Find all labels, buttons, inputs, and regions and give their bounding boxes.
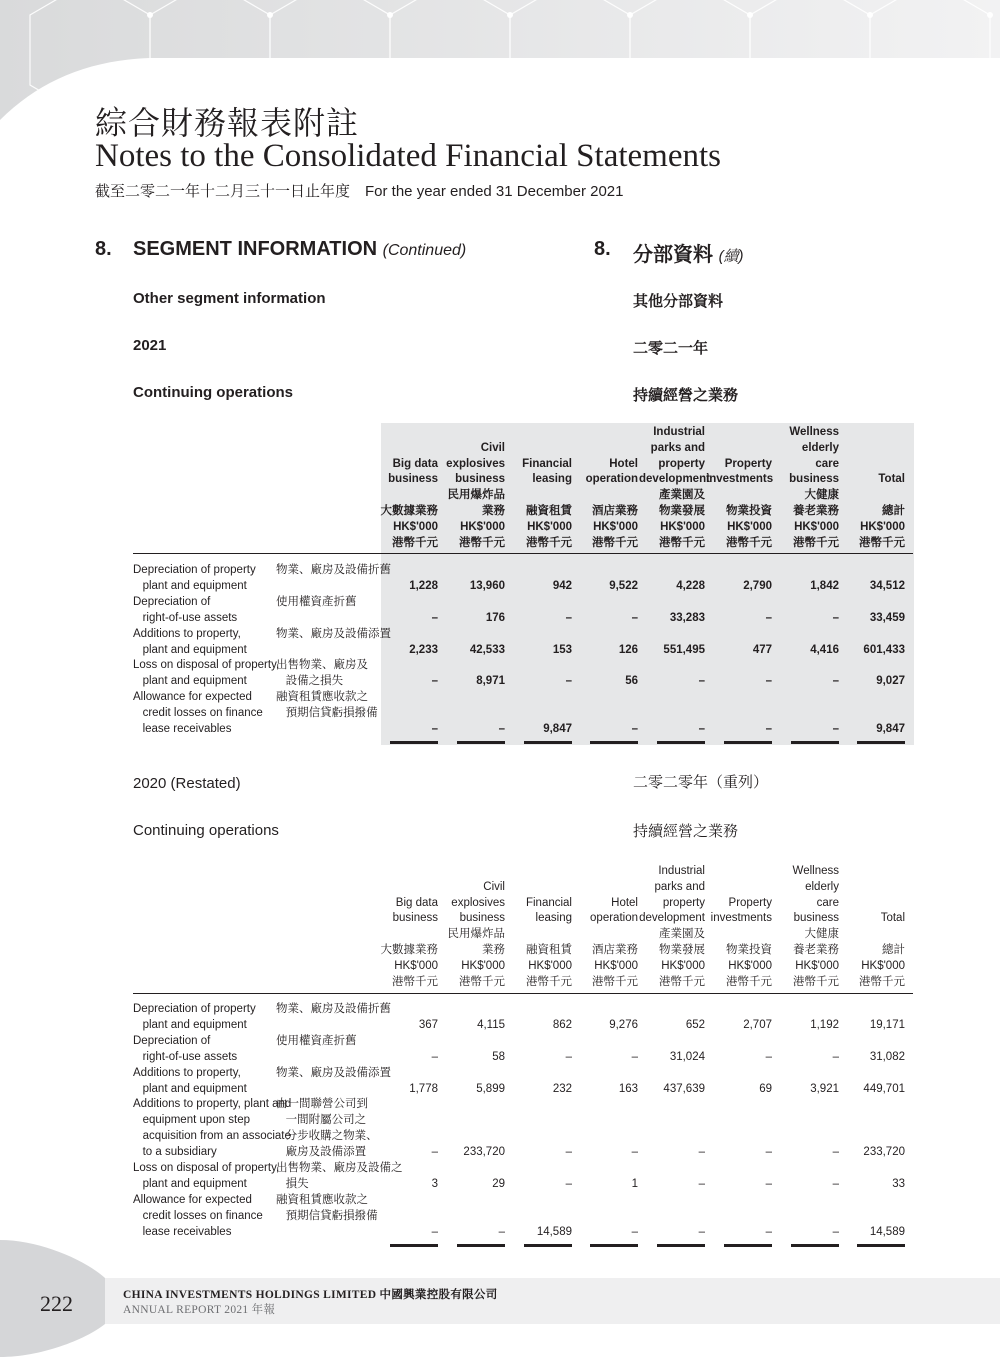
row-label-en: Additions to property, plant and equipment (133, 628, 247, 656)
column-header (839, 425, 905, 551)
column-header (639, 425, 710, 551)
table-cell: – (765, 1050, 772, 1063)
table-cell: 33,459 (869, 611, 905, 624)
column-header-en: Total (878, 473, 905, 486)
column-header-en: Civil (480, 441, 505, 454)
year-2021-en: 2021 (133, 337, 167, 354)
table-cell: 652 (685, 1018, 705, 1031)
column-header-en (572, 441, 638, 457)
table-cell: – (631, 611, 638, 624)
column-unit-en: HK$'000 (861, 959, 905, 972)
table-cell: – (698, 1225, 705, 1238)
table-cell: 551,495 (663, 643, 705, 656)
table-cell: – (565, 674, 572, 687)
column-header-zh: 業務 (482, 504, 505, 517)
table-cell: – (765, 674, 772, 687)
table-cell: 13,960 (469, 579, 505, 592)
column-header (773, 425, 839, 551)
ops-2020-zh: 持續經營之業務 (633, 823, 739, 840)
table-cell: 69 (759, 1082, 772, 1095)
row-label-zh: 出售物業、廠房及設備之 損失 (276, 1162, 403, 1190)
table-cell: 19,171 (869, 1018, 905, 1031)
column-header-en (439, 864, 505, 880)
double-underline (791, 741, 839, 744)
double-underline (457, 741, 505, 744)
column-header (572, 425, 638, 551)
table-cell: – (498, 722, 505, 735)
table-cell: 1,842 (810, 579, 839, 592)
column-header-en: Big data (395, 896, 438, 909)
subsection-title-en: Other segment information (133, 290, 326, 307)
column-header-en (372, 880, 438, 896)
year-2020-zh: 二零二零年（重列） (633, 774, 769, 791)
column-unit-zh: 港幣千元 (459, 536, 505, 549)
table-cell: 8,971 (476, 674, 505, 687)
column-header-en (506, 880, 572, 896)
table-cell: – (431, 1225, 438, 1238)
row-label-en: Loss on disposal of property, plant and equipment (133, 1162, 280, 1190)
table-cell: – (565, 1177, 572, 1190)
column-unit-en: HK$'000 (593, 520, 638, 533)
column-header-en: Total (880, 912, 905, 925)
table-cell: – (765, 1225, 772, 1238)
table-cell: 58 (492, 1050, 505, 1063)
table-cell: – (832, 611, 839, 624)
column-header-en: Hotel (609, 457, 638, 470)
column-header-en: parks and (654, 880, 705, 893)
page-title-en: Notes to the Consolidated Financial Statements (95, 138, 721, 174)
column-header-en (506, 864, 572, 880)
row-label-en: Allowance for expected credit losses on finance lease receivables (133, 691, 263, 735)
section-continued-zh: (續) (718, 248, 744, 265)
table-cell: – (631, 1145, 638, 1158)
table-cell: 233,720 (463, 1145, 505, 1158)
column-header-zh: 養老業務 (793, 943, 839, 956)
column-header-en: Hotel (611, 896, 638, 909)
double-underline (791, 1244, 839, 1247)
column-header-en: business (455, 473, 505, 486)
column-header-zh: 大健康 (804, 489, 839, 502)
column-header (506, 425, 572, 551)
column-header-zh (372, 927, 438, 943)
table-cell: 31,024 (669, 1050, 705, 1063)
header-rule (133, 553, 913, 554)
section-continued-en: (Continued) (382, 242, 467, 259)
column-header (773, 864, 839, 990)
ops-2020-en: Continuing operations (133, 822, 279, 839)
table-cell: – (832, 1177, 839, 1190)
column-unit-zh: 港幣千元 (793, 975, 839, 988)
column-header-en: explosives (446, 457, 505, 470)
column-header-en (839, 864, 905, 880)
section-title-en (133, 238, 466, 261)
column-unit-en: HK$'000 (393, 520, 438, 533)
column-header-zh: 融資租賃 (526, 943, 572, 956)
table-cell: 4,416 (810, 643, 839, 656)
column-header (439, 425, 505, 551)
header-rule (133, 993, 913, 994)
table-cell: – (431, 611, 438, 624)
table-cell: 29 (492, 1177, 505, 1190)
column-header-en: Financial (522, 457, 572, 470)
column-header-en: business (789, 473, 839, 486)
column-header-zh: 融資租賃 (526, 504, 572, 517)
table-cell: 1,778 (409, 1082, 438, 1095)
column-header-en: development (639, 912, 705, 925)
column-header-zh: 民用爆炸品 (447, 928, 505, 941)
column-header (639, 864, 705, 990)
column-unit-zh: 港幣千元 (726, 975, 772, 988)
column-unit-zh: 港幣千元 (592, 536, 638, 549)
table-cell: 33,283 (669, 611, 705, 624)
column-header-en (572, 425, 638, 441)
table-cell: 31,082 (869, 1050, 905, 1063)
column-header-en: business (459, 912, 505, 925)
column-header-en: investments (706, 473, 774, 486)
table-cell: 4,115 (477, 1018, 505, 1031)
column-header-en (839, 457, 905, 473)
column-header-en: Property (728, 896, 772, 909)
double-underline (457, 1244, 505, 1247)
row-label-zh: 由一間聯營公司到 一間附屬公司之 分步收購之物業、 廠房及設備添置 (276, 1098, 378, 1158)
column-header-en: business (392, 912, 438, 925)
table-cell: – (765, 611, 772, 624)
column-unit-en: HK$'000 (661, 959, 705, 972)
table-cell: – (631, 722, 638, 735)
row-label-zh: 物業、廠房及設備折舊 (276, 564, 391, 576)
column-unit-zh: 港幣千元 (526, 975, 572, 988)
table-cell: 9,027 (876, 674, 905, 687)
column-header-zh (706, 488, 772, 504)
table-cell: 601,433 (863, 643, 905, 656)
double-underline (657, 741, 705, 744)
column-header-en: Industrial (653, 426, 705, 438)
row-label-zh: 物業、廠房及設備折舊 (276, 1003, 391, 1015)
year-2020-en: 2020 (Restated) (133, 775, 241, 792)
table-cell: – (765, 1177, 772, 1190)
table-cell: – (565, 1145, 572, 1158)
double-underline (857, 741, 905, 744)
column-header-zh: 大數據業務 (380, 943, 438, 956)
column-header (706, 425, 772, 551)
table-cell: 9,847 (876, 722, 905, 735)
column-header-en: property (662, 896, 705, 909)
table-cell: 4,228 (676, 579, 705, 592)
table-cell: 163 (618, 1082, 638, 1095)
column-header-en: investments (710, 912, 772, 925)
table-cell: – (832, 722, 839, 735)
column-header (706, 864, 772, 990)
column-header (372, 864, 438, 990)
column-header-zh: 物業投資 (726, 943, 772, 956)
table-cell: – (565, 1050, 572, 1063)
page-title-zh: 綜合財務報表附註 (95, 104, 360, 142)
column-header-zh: 產業園及 (659, 489, 705, 502)
column-unit-en: HK$'000 (527, 520, 572, 533)
column-unit-zh: 港幣千元 (592, 975, 638, 988)
double-underline (724, 741, 772, 744)
column-unit-en: HK$'000 (594, 959, 638, 972)
year-2021-zh: 二零二一年 (633, 340, 709, 357)
column-header-en: operation (585, 473, 638, 486)
column-header-en: leasing (532, 473, 572, 486)
column-header-en (372, 441, 438, 457)
table-cell: 42,533 (469, 643, 505, 656)
column-header-en: Industrial (658, 865, 705, 877)
column-header-en (372, 425, 438, 441)
table-cell: 449,701 (863, 1082, 905, 1095)
table-cell: 34,512 (869, 579, 905, 592)
column-header-zh: 養老業務 (793, 504, 839, 517)
row-label-zh: 物業、廠房及設備添置 (276, 1067, 391, 1079)
table-cell: 2,790 (743, 579, 772, 592)
column-unit-en: HK$'000 (795, 959, 839, 972)
column-header-zh (372, 488, 438, 504)
double-underline (590, 741, 638, 744)
column-unit-en: HK$'000 (394, 959, 438, 972)
column-header-en (706, 880, 772, 896)
column-header-en (839, 896, 905, 912)
row-label-en: Additions to property, plant and equipment upon step acquisition from an associate to a subsidiary (133, 1098, 292, 1158)
double-underline (657, 1244, 705, 1247)
column-header-en (839, 441, 905, 457)
row-label-en: Depreciation of property plant and equipment (133, 1003, 256, 1031)
column-header-en: development (639, 473, 710, 486)
column-unit-zh: 港幣千元 (392, 975, 438, 988)
column-unit-zh: 港幣千元 (793, 536, 839, 549)
table-cell: 1,228 (409, 579, 438, 592)
section-title-zh-text: 分部資料 (633, 244, 713, 266)
table-cell: – (698, 674, 705, 687)
row-label-en: Additions to property, plant and equipment (133, 1067, 247, 1095)
column-header-en: explosives (451, 896, 505, 909)
column-unit-zh: 港幣千元 (392, 536, 438, 549)
row-label-en: Depreciation of property plant and equipment (133, 564, 256, 592)
table-cell: 153 (552, 643, 572, 656)
column-header-en: Financial (525, 896, 572, 909)
column-header-zh: 物業發展 (659, 504, 705, 517)
page-subtitle: 截至二零二一年十二月三十一日止年度 For the year ended 31 December 2021 (95, 183, 624, 200)
table-cell: 942 (552, 579, 572, 592)
table-cell: – (565, 611, 572, 624)
column-header-zh: 產業園及 (659, 928, 705, 941)
table-cell: – (631, 1225, 638, 1238)
row-label-en: Loss on disposal of property, plant and equipment (133, 659, 280, 687)
table-cell: 9,847 (543, 722, 572, 735)
column-unit-en: HK$'000 (794, 520, 839, 533)
column-header-en: business (388, 473, 438, 486)
column-header-zh: 酒店業務 (592, 504, 638, 517)
table-cell: – (498, 1225, 505, 1238)
column-header-en (706, 864, 772, 880)
column-header-en: elderly (801, 441, 839, 454)
table-cell: 367 (418, 1018, 438, 1031)
section-number-zh: 8. (594, 238, 611, 260)
row-label-zh: 融資租賃應收款之 預期信貸虧損撥備 (276, 691, 378, 719)
column-header (506, 864, 572, 990)
row-label-zh: 使用權資產折舊 (276, 1035, 357, 1047)
table-cell: 862 (552, 1018, 572, 1031)
table-cell: 232 (552, 1082, 572, 1095)
row-label-zh: 物業、廠房及設備添置 (276, 628, 391, 640)
table-cell: – (431, 1145, 438, 1158)
column-header-zh: 總計 (882, 504, 905, 517)
table-cell: 1,192 (810, 1018, 839, 1031)
table-cell: 477 (752, 643, 772, 656)
column-header-en: care (815, 457, 839, 470)
column-header-zh (506, 927, 572, 943)
column-unit-zh: 港幣千元 (459, 975, 505, 988)
column-unit-en: HK$'000 (461, 959, 505, 972)
table-cell: – (431, 722, 438, 735)
column-header-en: Property (724, 457, 772, 470)
column-header-en (439, 425, 505, 441)
row-label-zh: 出售物業、廠房及 設備之損失 (276, 659, 368, 687)
column-header (839, 864, 905, 990)
double-underline (590, 1244, 638, 1247)
table-cell: – (832, 1225, 839, 1238)
table-cell: 3,921 (810, 1082, 839, 1095)
column-header (572, 864, 638, 990)
column-header-en: business (793, 912, 839, 925)
row-label-en: Allowance for expected credit losses on finance lease receivables (133, 1194, 263, 1238)
ops-2021-en: Continuing operations (133, 384, 293, 401)
row-label-en: Depreciation of right-of-use assets (133, 596, 238, 624)
column-header-en: Big data (392, 457, 438, 470)
section-title-zh (633, 238, 744, 267)
table-cell: 9,522 (609, 579, 638, 592)
table-cell: – (832, 1145, 839, 1158)
table-cell: 233,720 (863, 1145, 905, 1158)
column-header-zh (572, 488, 638, 504)
column-unit-zh: 港幣千元 (659, 536, 705, 549)
column-header-zh: 民用爆炸品 (447, 489, 505, 502)
column-header-en (706, 441, 772, 457)
subsection-title-zh: 其他分部資料 (633, 293, 724, 310)
table-cell: 9,276 (609, 1018, 638, 1031)
column-header-en (506, 425, 572, 441)
column-header-en (839, 880, 905, 896)
column-header-zh: 大數據業務 (380, 504, 438, 517)
column-header-en: Wellness (792, 865, 839, 877)
column-unit-en: HK$'000 (728, 959, 772, 972)
column-header-en (706, 425, 772, 441)
column-header-zh: 物業發展 (659, 943, 705, 956)
column-header-en: Wellness (789, 426, 839, 438)
table-cell: – (431, 674, 438, 687)
table-cell: 2,707 (743, 1018, 772, 1031)
column-header (439, 864, 505, 990)
table-cell: 176 (485, 611, 505, 624)
table-cell: 14,589 (536, 1225, 572, 1238)
double-underline (857, 1244, 905, 1247)
table-cell: 437,639 (663, 1082, 705, 1095)
table-cell: – (631, 1050, 638, 1063)
row-label-en: Depreciation of right-of-use assets (133, 1035, 238, 1063)
column-unit-zh: 港幣千元 (726, 536, 772, 549)
table-cell: 5,899 (476, 1082, 505, 1095)
column-unit-en: HK$'000 (660, 520, 705, 533)
table-cell: – (431, 1050, 438, 1063)
column-header (372, 425, 438, 551)
table-cell: 126 (618, 643, 638, 656)
column-header-en (839, 425, 905, 441)
footer-company: CHINA INVESTMENTS HOLDINGS LIMITED 中國興業控股有限公司 (123, 1289, 498, 1301)
column-header-zh: 酒店業務 (592, 943, 638, 956)
column-header-en: care (816, 896, 839, 909)
column-header-zh (572, 927, 638, 943)
column-header-en: leasing (535, 912, 572, 925)
double-underline (390, 1244, 438, 1247)
row-label-zh: 融資租賃應收款之 預期信貸虧損撥備 (276, 1194, 378, 1222)
column-header-zh: 物業投資 (726, 504, 772, 517)
column-header-zh: 業務 (482, 943, 505, 956)
double-underline (524, 741, 572, 744)
column-header-zh (839, 927, 905, 943)
column-header-en: elderly (805, 880, 839, 893)
section-number-en: 8. (95, 238, 112, 260)
column-unit-en: HK$'000 (860, 520, 905, 533)
column-header-en (372, 864, 438, 880)
column-unit-en: HK$'000 (528, 959, 572, 972)
double-underline (724, 1244, 772, 1247)
double-underline (524, 1244, 572, 1247)
table-cell: 56 (625, 674, 638, 687)
column-unit-zh: 港幣千元 (859, 975, 905, 988)
column-header-zh: 總計 (882, 943, 905, 956)
ops-2021-zh: 持續經營之業務 (633, 387, 739, 404)
section-title-en-text: SEGMENT INFORMATION (133, 238, 378, 260)
row-label-zh: 使用權資產折舊 (276, 596, 357, 608)
table-cell: – (765, 722, 772, 735)
column-header-en (572, 880, 638, 896)
column-header-en (572, 864, 638, 880)
column-header-en: parks and (650, 441, 705, 454)
column-header-en: operation (590, 912, 638, 925)
table-cell: – (832, 1050, 839, 1063)
column-unit-zh: 港幣千元 (526, 536, 572, 549)
column-header-zh (506, 488, 572, 504)
table-cell: – (698, 722, 705, 735)
column-header-zh: 大健康 (804, 928, 839, 941)
column-header-zh (839, 488, 905, 504)
column-unit-en: HK$'000 (460, 520, 505, 533)
table-cell: – (765, 1145, 772, 1158)
table-cell: 1 (631, 1177, 638, 1190)
table-cell: 3 (431, 1177, 438, 1190)
column-unit-zh: 港幣千元 (659, 975, 705, 988)
column-header-en: Civil (483, 880, 505, 893)
column-header-en (506, 441, 572, 457)
table-cell: – (698, 1177, 705, 1190)
column-header-zh (706, 927, 772, 943)
table-cell: 2,233 (409, 643, 438, 656)
table-cell: 14,589 (869, 1225, 905, 1238)
page-number: 222 (40, 1291, 73, 1316)
table-cell: – (698, 1145, 705, 1158)
table-cell: – (832, 674, 839, 687)
column-unit-en: HK$'000 (727, 520, 772, 533)
column-unit-zh: 港幣千元 (859, 536, 905, 549)
table-cell: 33 (892, 1177, 905, 1190)
footer-report: ANNUAL REPORT 2021 年報 (123, 1304, 276, 1316)
column-header-en: property (658, 457, 705, 470)
double-underline (390, 741, 438, 744)
